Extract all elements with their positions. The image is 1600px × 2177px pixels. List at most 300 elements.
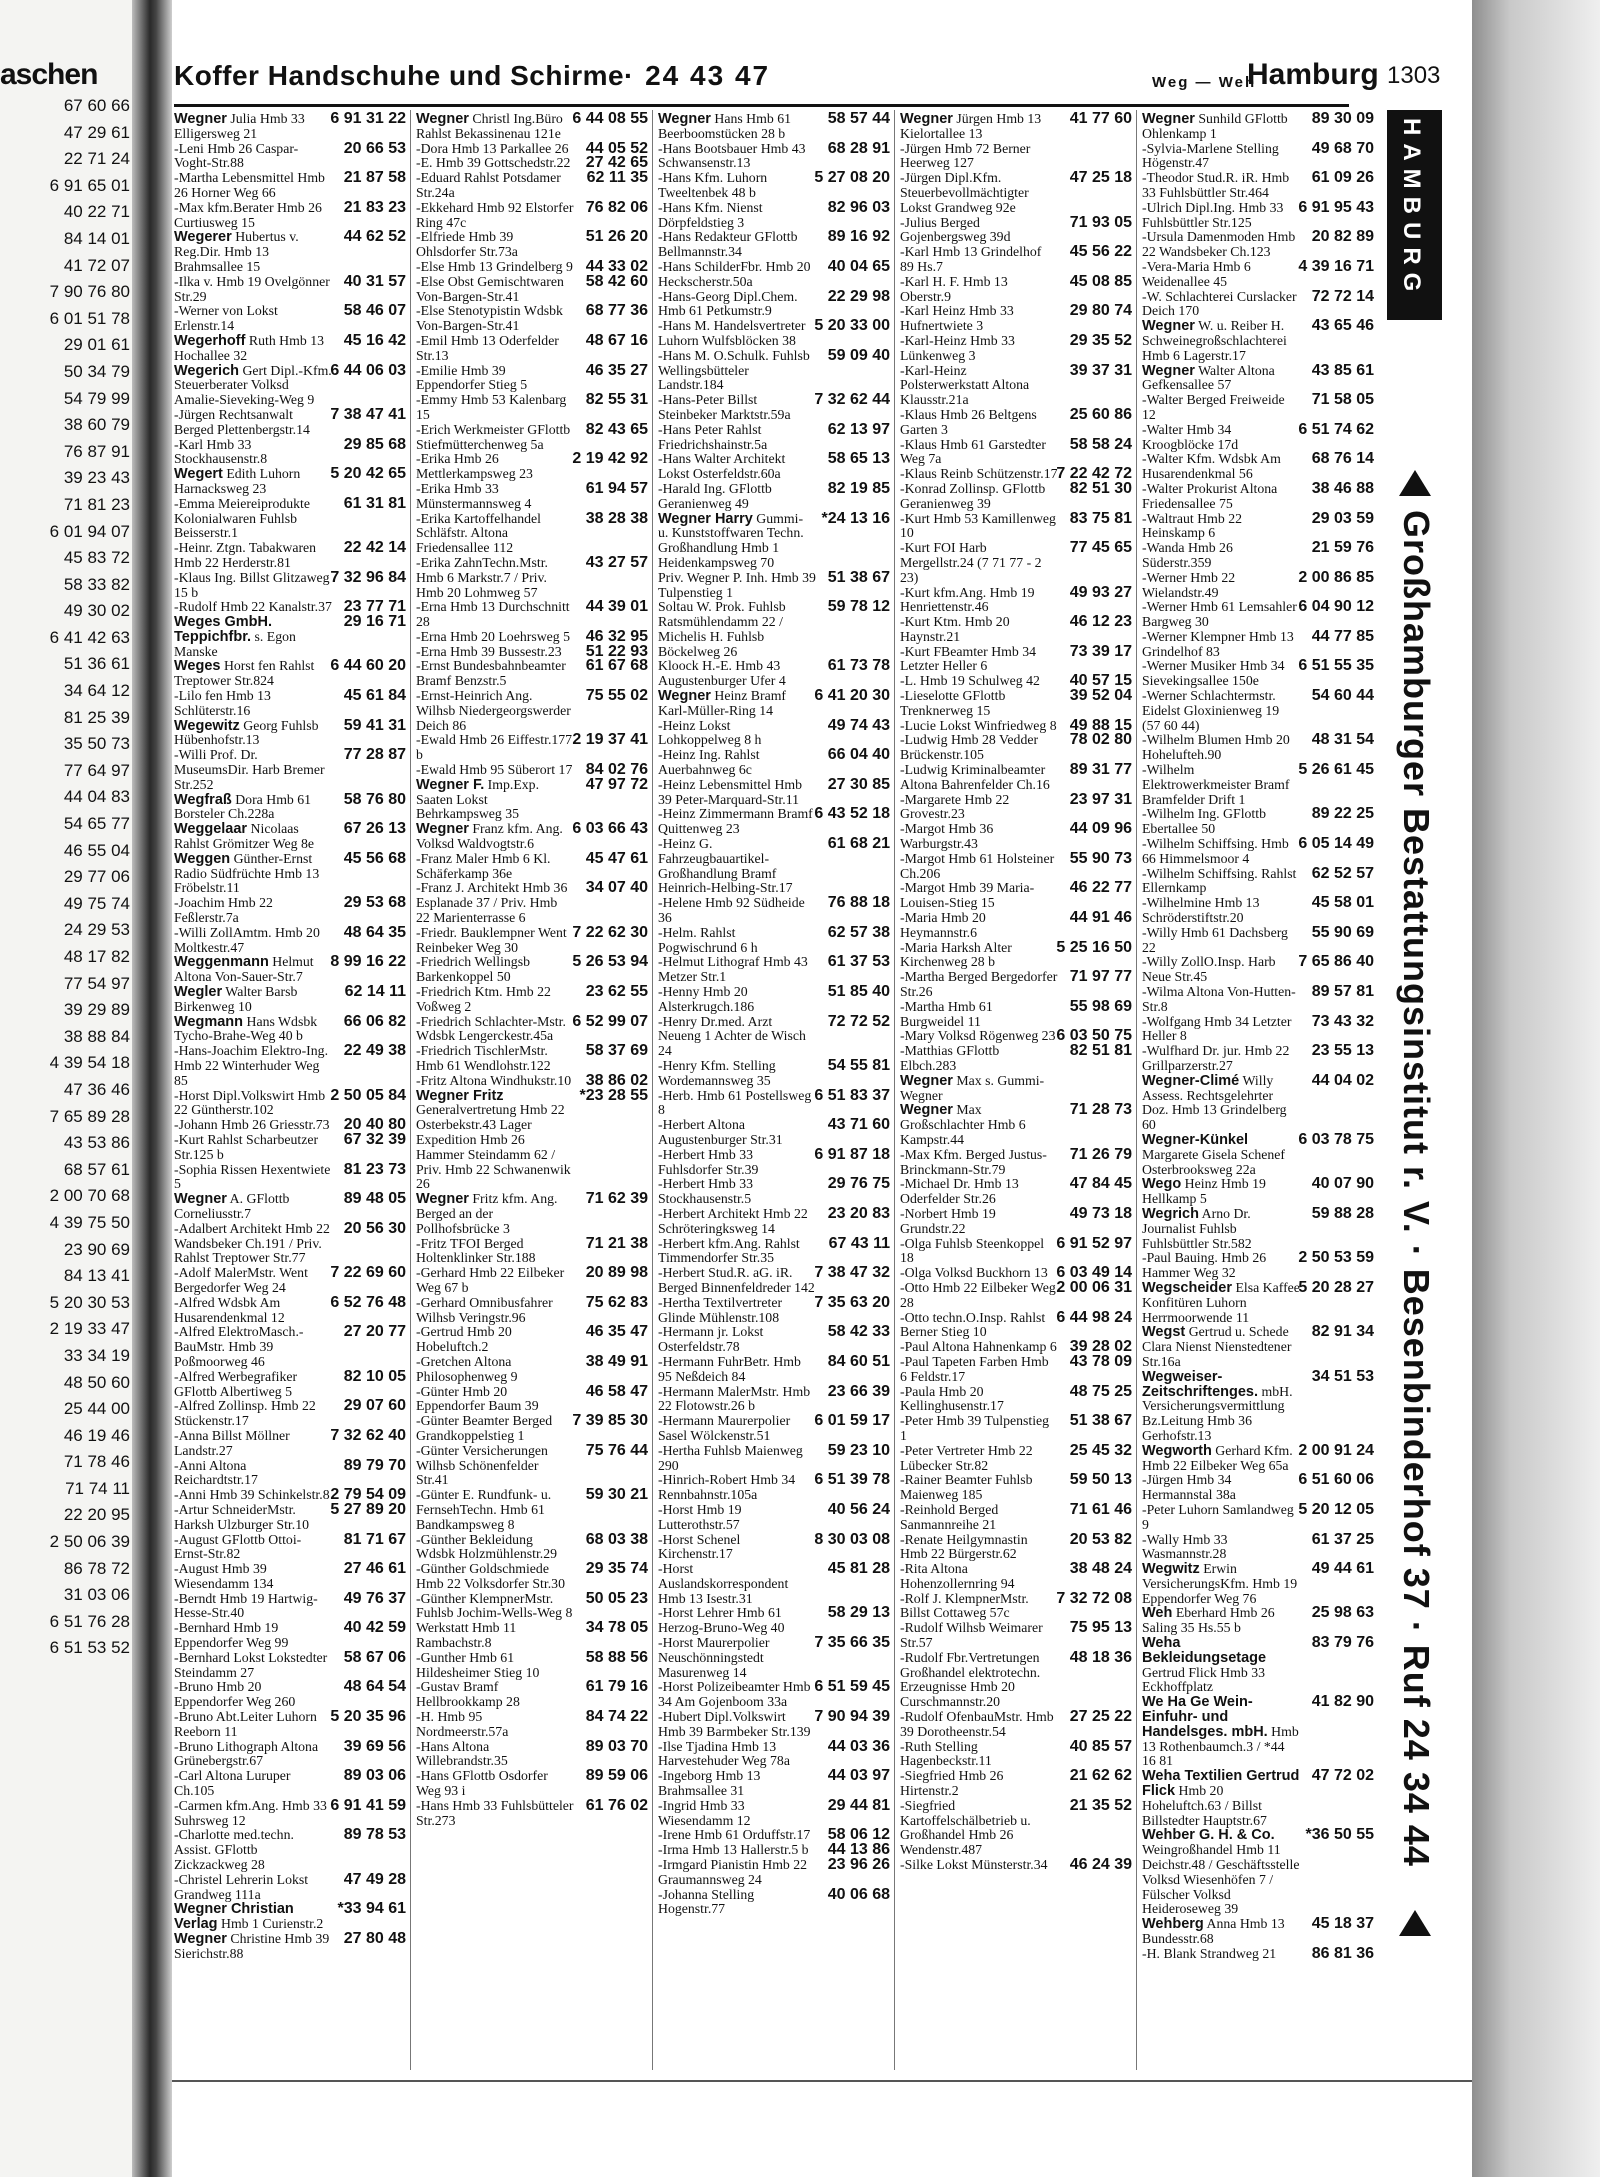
entry-surname: Wegst: [1142, 1324, 1186, 1341]
entry-details: -Siegfried Hmb 26 Hirtenstr.2: [900, 1768, 1004, 1799]
directory-entry: [658, 1500, 890, 1533]
directory-entry: [416, 849, 648, 882]
directory-entry: [174, 405, 406, 438]
directory-entry: [900, 1621, 1132, 1651]
entry-details: Nicolaas Rahlst Grömitzer Weg 8e: [174, 821, 315, 852]
entry-details: -Johanna Stelling Hogenstr.77: [658, 1886, 755, 1917]
entry-phone-number: 34 78 05: [585, 1619, 648, 1637]
entry-details: -Helene Hmb 92 Südheide 36: [658, 895, 805, 926]
directory-entry: [658, 1204, 890, 1237]
entry-phone-number: 6 03 78 75: [1298, 1130, 1374, 1148]
entry-details: -Hans M. O.Schulk. Fuhlsb Wellingsbütteler Landstr.184: [658, 347, 810, 393]
entry-details: -Gertrud Hmb 20 Hobeluftch.2: [416, 1324, 512, 1355]
previous-page-number: 6 91 65 01: [49, 175, 130, 195]
entry-phone-number: 34 07 40: [585, 879, 648, 897]
entry-phone-number: 61 31 81: [343, 494, 406, 512]
entry-details: Eberhard Hmb 26 Saling 35 Hs.55 b: [1142, 1605, 1275, 1636]
directory-entry: [900, 331, 1132, 364]
entry-surname: Wegewitz: [174, 717, 240, 734]
entry-details: -Günter Hmb 20 Eppendorfer Baum 39: [416, 1383, 539, 1414]
entry-phone-number: 7 32 96 84: [330, 568, 406, 586]
directory-entry: [416, 1266, 648, 1296]
entry-phone-number: 27 42 65: [585, 154, 648, 172]
entry-phone-number: 71 28 73: [1069, 1101, 1132, 1119]
directory-entry: [416, 600, 648, 630]
entry-details: Edith Luhorn Harnacksweg 23: [174, 466, 301, 496]
entry-phone-number: 47 97 72: [585, 775, 648, 793]
directory-entry: [174, 1293, 406, 1326]
entry-details: -Leni Hmb 26 Caspar-Voght-Str.88: [174, 140, 299, 171]
entry-details: Willy Assess. Rechtsgelehrter Doz. Hmb 13 Grindelberg 60: [1142, 1072, 1287, 1133]
entry-phone-number: 71 93 05: [1069, 213, 1132, 231]
previous-page-number: 6 51 53 52: [49, 1638, 130, 1658]
entry-phone-number: 67 26 13: [343, 820, 406, 838]
directory-entry: [658, 420, 890, 453]
entry-details: -Rolf J. KlempnerMstr. Billst Cottaweg 57c: [900, 1590, 1029, 1621]
entry-details: Margarete Gisela Schenef Osterbrooksweg 22a: [1142, 1146, 1286, 1177]
directory-column-3: [658, 112, 890, 1917]
entry-details: -Kurt FOI Harb Mergellstr.24 (7 71 77 - 2 23): [900, 540, 1042, 585]
entry-phone-number: 6 43 52 18: [814, 805, 890, 823]
entry-phone-number: 48 75 25: [1069, 1382, 1132, 1400]
entry-phone-number: 61 67 68: [585, 657, 648, 675]
directory-entry: [900, 1074, 1132, 1104]
entry-details: mbH. Versicherungsvermittlung Bz.Leitung Hmb 36 Gerhofstr.13: [1142, 1383, 1293, 1443]
previous-page-number: 41 72 07: [63, 255, 130, 275]
entry-details: Gertrud u. Schede Clara Nienst Nienstedtener Str.16a: [1142, 1324, 1292, 1369]
directory-entry: [900, 1562, 1132, 1592]
entry-details: -Emmy Hmb 53 Kalenbarg 15: [416, 392, 567, 422]
entry-phone-number: 47 72 02: [1311, 1767, 1374, 1785]
entry-phone-number: 59 78 12: [827, 598, 890, 616]
entry-phone-number: 71 26 79: [1069, 1145, 1132, 1163]
entry-phone-number: 61 37 25: [1311, 1530, 1374, 1548]
entry-details: -Ilse Tjadina Hmb 13 Harvestehuder Weg 78a: [658, 1738, 790, 1769]
previous-page-number: 50 34 79: [63, 361, 130, 381]
directory-entry: [658, 1234, 890, 1267]
entry-details: -Hans Redakteur GFlottb Bellmannstr.34: [658, 229, 798, 260]
directory-entry: [174, 541, 406, 571]
entry-phone-number: 27 20 77: [343, 1323, 406, 1341]
directory-entry: [1142, 257, 1374, 290]
directory-entry: [658, 1118, 890, 1148]
directory-entry: [174, 198, 406, 231]
directory-entry: [658, 1680, 890, 1710]
directory-entry: [658, 393, 890, 423]
directory-entry: [658, 257, 890, 290]
entry-details: -Walter Kfm. Wdsbk Am Husarendenkmal 56: [1142, 451, 1281, 482]
directory-entry: [900, 1473, 1132, 1503]
entry-phone-number: 38 46 88: [1311, 479, 1374, 497]
directory-entry: [900, 1044, 1132, 1074]
entry-details: -Paul Bauing. Hmb 26 Hammer Weg 32: [1142, 1250, 1267, 1281]
entry-details: -Alfred Wdsbk Am Husarendenkmal 12: [174, 1294, 285, 1325]
entry-surname: Wegner: [416, 111, 469, 127]
entry-details: -Else Stenotypistin Wdsbk Von-Bargen-Str.41: [416, 303, 563, 334]
entry-phone-number: 77 45 65: [1069, 539, 1132, 557]
directory-entry: [658, 1636, 890, 1680]
entry-details: Georg Fuhlsb Hübenhofstr.13: [174, 717, 319, 748]
entry-details: -Willi ZollAmtm. Hmb 20 Moltkestr.47: [174, 924, 320, 955]
previous-page-number: 58 33 82: [63, 574, 130, 594]
directory-entry: [174, 748, 406, 792]
directory-entry: [416, 955, 648, 985]
entry-details: Gertrud Flick Hmb 33 Eckhoffplatz: [1142, 1664, 1266, 1695]
directory-entry: [174, 1399, 406, 1429]
previous-page-number: 86 78 72: [63, 1558, 130, 1578]
directory-entry: [658, 568, 890, 601]
entry-phone-number: 48 67 16: [585, 331, 648, 349]
entry-details: Christl Ing.Büro Rahlst Bekassinenau 121e: [416, 111, 563, 141]
entry-phone-number: 89 03 70: [585, 1737, 648, 1755]
entry-phone-number: 45 47 61: [585, 849, 648, 867]
entry-phone-number: 59 09 40: [827, 346, 890, 364]
entry-details: -Wilhelm Schiffsing. Hmb 66 Himmelsmoor 4: [1142, 836, 1289, 866]
header-phone: · 24 43 47: [624, 60, 771, 91]
entry-surname: Wegwitz: [1142, 1561, 1200, 1578]
directory-entry: [174, 361, 406, 408]
entry-details: Heinz Bramf Karl-Müller-Ring 14: [658, 688, 787, 718]
entry-phone-number: 48 18 36: [1069, 1648, 1132, 1666]
entry-phone-number: 45 56 68: [343, 849, 406, 867]
entry-phone-number: 25 60 86: [1069, 405, 1132, 423]
entry-phone-number: 25 45 32: [1069, 1441, 1132, 1459]
entry-phone-number: 44 05 52: [585, 139, 648, 157]
entry-details: Erwin VersicherungsKfm. Hmb 19 Eppendorfer Weg 76: [1142, 1561, 1298, 1606]
entry-phone-number: 62 14 11: [344, 983, 406, 1001]
directory-entry: [900, 583, 1132, 616]
entry-details: -Max kfm.Berater Hmb 26 Curtiusweg 15: [174, 199, 322, 230]
entry-phone-number: 29 35 74: [585, 1560, 648, 1578]
entry-details: -Werner Musiker Hmb 34 Sievekingsallee 150e: [1142, 658, 1285, 689]
entry-phone-number: *23 28 55: [579, 1086, 648, 1104]
entry-details: Horst fen Rahlst Treptower Str.824: [174, 658, 315, 689]
directory-entry: [1142, 361, 1374, 394]
directory-entry: [1142, 1944, 1374, 1962]
directory-entry: [900, 911, 1132, 941]
entry-details: -Günther Goldschmiede Hmb 22 Volksdorfer Str.30: [416, 1561, 565, 1591]
entry-details: -Klaus Reinb Schützenstr.17: [900, 466, 1058, 482]
directory-entry: [900, 1352, 1132, 1385]
previous-page-number: 23 90 69: [63, 1239, 130, 1259]
previous-page-number: 46 19 46: [63, 1425, 130, 1445]
entry-details: -Emil Hmb 13 Oderfelder Str.13: [416, 332, 559, 363]
entry-phone-number: 58 88 56: [585, 1648, 648, 1666]
header-rule: [174, 104, 1349, 107]
entry-phone-number: 39 52 04: [1069, 687, 1132, 705]
entry-phone-number: 44 13 86: [827, 1841, 890, 1859]
entry-phone-number: 20 40 80: [343, 1116, 406, 1134]
entry-phone-number: 40 04 65: [827, 257, 890, 275]
entry-details: -Ilka v. Hmb 19 Ovelgönner Str.29: [174, 273, 330, 304]
directory-entry: [658, 1266, 890, 1296]
directory-entry: [1142, 1441, 1374, 1474]
entry-details: -Theodor Stud.R. iR. Hmb 33 Fuhlsbüttler Str.464: [1142, 170, 1290, 200]
entry-details: -Margarete Hmb 22 Grovestr.23: [900, 791, 1010, 822]
entry-surname: We Ha Ge Wein-Einfuhr- und Handelsges. mbH.: [1142, 1694, 1268, 1740]
directory-entry: [658, 139, 890, 172]
entry-details: -Siegfried Kartoffelschälbetrieb u. Großhandel Hmb 26 Wendenstr.487: [900, 1797, 1031, 1858]
directory-entry: [416, 1192, 648, 1236]
directory-entry: [900, 213, 1132, 246]
entry-phone-number: 6 51 39 78: [814, 1471, 890, 1489]
directory-entry: [174, 1500, 406, 1533]
entry-details: Gerhard Kfm. Hmb 22 Eilbeker Weg 65a: [1142, 1442, 1293, 1473]
directory-entry: [900, 1278, 1132, 1311]
directory-entry: [416, 1737, 648, 1770]
directory-entry: [174, 272, 406, 305]
entry-details: -Margot Hmb 36 Warburgstr.43: [900, 821, 994, 852]
directory-entry: [900, 405, 1132, 438]
directory-entry: [174, 923, 406, 956]
entry-details: -Ewald Hmb 26 Eiffestr.177 b: [416, 732, 573, 763]
directory-entry: [174, 1192, 406, 1222]
entry-details: -L. Hmb 19 Schulweg 42: [900, 673, 1040, 689]
entry-phone-number: 71 58 05: [1311, 391, 1374, 409]
previous-page-number: 47 36 46: [63, 1079, 130, 1099]
directory-entry: [1142, 763, 1374, 807]
previous-page-number: 6 41 42 63: [49, 627, 130, 647]
directory-entry: [174, 1325, 406, 1369]
entry-phone-number: 51 38 67: [827, 568, 890, 586]
entry-details: -Herb. Hmb 61 Postellsweg 8: [658, 1087, 812, 1118]
entry-details: -Vera-Maria Hmb 6 Weidenallee 45: [1142, 258, 1251, 289]
entry-phone-number: 40 57 15: [1069, 672, 1132, 690]
entry-details: -Herbert Stud.R. aG. iR. Berged Binnenfeldreder 142: [658, 1265, 815, 1295]
entry-phone-number: 39 37 31: [1069, 361, 1132, 379]
column-divider: [894, 110, 895, 2070]
directory-entry: [174, 171, 406, 201]
entry-details: -Gerhard Hmb 22 Eilbeker Weg 67 b: [416, 1265, 565, 1295]
previous-page-numbers: [0, 96, 130, 1665]
entry-details: -Erna Hmb 13 Durchschnitt 28: [416, 599, 570, 630]
entry-details: -E. Hmb 39 Gottschedstr.22: [416, 155, 571, 171]
entry-surname: Wegner: [174, 1191, 227, 1208]
directory-entry: [416, 553, 648, 600]
directory-entry: [416, 1441, 648, 1488]
directory-entry: [416, 361, 648, 394]
directory-entry: [416, 1710, 648, 1740]
directory-entry: [416, 659, 648, 689]
previous-page-number: 6 51 76 28: [49, 1611, 130, 1631]
directory-entry: [900, 245, 1132, 275]
entry-details: -Walter Berged Freiweide 12: [1142, 392, 1285, 422]
entry-phone-number: 68 77 36: [585, 302, 648, 320]
entry-details: -Hans-Joachim Elektro-Ing. Hmb 22 Winterhuder Weg 85: [174, 1043, 329, 1088]
previous-page-number: 51 36 61: [63, 654, 130, 674]
directory-entry: [1142, 420, 1374, 453]
entry-details: -Wilhelm Ing. GFlottb Ebertallee 50: [1142, 806, 1266, 837]
entry-phone-number: 43 85 61: [1311, 361, 1374, 379]
entry-details: -Friedrich Schlachter-Mstr. Wdsbk Lengerckestr.45a: [416, 1013, 566, 1044]
previous-page-number: 29 77 06: [63, 867, 130, 887]
entry-phone-number: 7 38 47 32: [814, 1264, 890, 1282]
entry-phone-number: 49 44 61: [1311, 1560, 1374, 1578]
entry-phone-number: 29 03 59: [1311, 509, 1374, 527]
entry-phone-number: 2 79 54 09: [330, 1486, 406, 1504]
entry-details: -Wilma Altona Von-Hutten-Str.8: [1142, 984, 1296, 1014]
directory-entry: [1142, 230, 1374, 260]
entry-phone-number: 7 22 42 72: [1056, 465, 1132, 483]
entry-details: -Herbert kfm.Ang. Rahlst Timmendorfer Str.35: [658, 1235, 800, 1266]
entry-details: -Hertha Fuhlsb Maienweg 290: [658, 1442, 803, 1473]
previous-page-number: 49 30 02: [63, 601, 130, 621]
entry-phone-number: 54 55 81: [827, 1057, 890, 1074]
directory-entry: [900, 1710, 1132, 1740]
directory-column-5: [1142, 112, 1374, 1962]
entry-phone-number: 68 28 91: [827, 139, 890, 157]
entry-surname: Wehber G. H. & Co.: [1142, 1827, 1275, 1844]
entry-details: -Hermann jr. Lokst Osterfeldstr.78: [658, 1324, 764, 1355]
entry-phone-number: 68 03 38: [585, 1530, 648, 1548]
entry-phone-number: 38 49 91: [585, 1352, 648, 1370]
entry-details: -Carl Altona Luruper Ch.105: [174, 1768, 291, 1799]
entry-details: -Margot Hmb 39 Maria-Louisen-Stieg 15: [900, 880, 1035, 911]
entry-phone-number: 58 06 12: [827, 1826, 890, 1844]
entry-details: -Renate Heilgymnastin Hmb 22 Bürgerstr.62: [900, 1531, 1028, 1562]
entry-phone-number: 23 20 83: [827, 1204, 890, 1222]
directory-entry: [174, 1266, 406, 1296]
directory-entry: [416, 272, 648, 305]
entry-phone-number: 54 60 44: [1311, 687, 1374, 705]
directory-entry: [900, 112, 1132, 142]
directory-entry: [174, 1044, 406, 1088]
directory-entry: [174, 822, 406, 852]
entry-phone-number: 61 94 57: [585, 479, 648, 497]
directory-entry: [174, 1737, 406, 1770]
directory-entry: [416, 230, 648, 260]
entry-details: -Carmen kfm.Ang. Hmb 33 Suhrsweg 12: [174, 1797, 327, 1828]
directory-entry: [174, 790, 406, 823]
directory-entry: [900, 938, 1132, 971]
entry-details: -Heinz Ing. Rahlst Auerbahnweg 6c: [658, 747, 760, 778]
directory-entry: [174, 615, 406, 659]
directory-entry: [658, 1737, 890, 1770]
entry-phone-number: 8 30 03 08: [814, 1530, 890, 1548]
entry-phone-number: 89 22 25: [1311, 805, 1374, 823]
entry-details: -Hertha Textilvertreter Glinde Mühlenstr.108: [658, 1294, 783, 1325]
entry-phone-number: 8 99 16 22: [330, 953, 406, 971]
entry-phone-number: 61 73 78: [827, 657, 890, 675]
entry-details: -Irma Hmb 13 Hallerstr.5 b: [658, 1842, 809, 1858]
directory-entry: [658, 1325, 890, 1355]
directory-entry: [416, 171, 648, 201]
directory-entry: [900, 790, 1132, 823]
previous-page-number: 4 39 75 50: [49, 1212, 130, 1232]
entry-details: -Heinz G. Fahrzeugbauartikel-Großhandlung Bramf Heinrich-Helbing-Str.17: [658, 836, 793, 896]
entry-phone-number: 50 05 23: [585, 1589, 648, 1607]
entry-details: -H. Blank Strandweg 21: [1142, 1945, 1277, 1961]
entry-details: Soltau W. Prok. Fuhlsb Ratsmühlendamm 22 / Michelis H. Fuhlsb Böckelweg 26: [658, 599, 786, 659]
entry-details: -Bruno Hmb 20 Eppendorfer Weg 260: [174, 1679, 296, 1710]
directory-entry: [900, 1796, 1132, 1858]
entry-phone-number: 6 03 66 43: [572, 820, 648, 838]
directory-entry: [1142, 171, 1374, 201]
directory-entry: [174, 1621, 406, 1651]
entry-phone-number: 6 41 20 30: [814, 687, 890, 705]
directory-entry: [658, 985, 890, 1015]
entry-details: -Sylvia-Marlene Stelling Högenstr.47: [1142, 140, 1279, 171]
entry-details: -Horst Maurerpolier Neuschönningstedt Masurenweg 14: [658, 1635, 770, 1680]
directory-entry: [900, 1737, 1132, 1770]
directory-entry: [1142, 864, 1374, 897]
directory-entry: [416, 479, 648, 512]
entry-phone-number: 81 23 73: [343, 1160, 406, 1178]
entry-phone-number: 38 28 38: [585, 509, 648, 527]
entry-phone-number: 82 19 85: [827, 479, 890, 497]
entry-details: -Gustav Bramf Hellbrookkamp 28: [416, 1679, 520, 1710]
directory-entry: [174, 1902, 406, 1932]
directory-entry: [900, 272, 1132, 305]
entry-details: -Friedrich TischlerMstr. Hmb 61 Wendlohstr.122: [416, 1043, 551, 1073]
entry-surname: Weges GmbH. Teppichfbr.: [174, 614, 273, 645]
entry-details: -Wulfhard Dr. jur. Hmb 22 Grillparzerstr.27: [1142, 1043, 1290, 1073]
entry-phone-number: 45 58 01: [1311, 894, 1374, 912]
entry-surname: Wegner-Climé: [1142, 1072, 1240, 1089]
directory-entry: [174, 716, 406, 749]
entry-phone-number: 75 62 83: [585, 1293, 648, 1311]
entry-phone-number: 7 35 63 20: [814, 1293, 890, 1311]
entry-details: -Karl H. F. Hmb 13 Oberstr.9: [900, 273, 1008, 304]
previous-page-number: 35 50 73: [63, 734, 130, 754]
directory-entry: [1142, 600, 1374, 630]
entry-details: -Hans M. Handelsvertreter Luhorn Wulfsblöcken 38: [658, 318, 806, 348]
directory-entry: [1142, 1071, 1374, 1133]
entry-details: -Margot Hmb 61 Holsteiner Ch.206: [900, 850, 1055, 881]
entry-details: -Karl Hmb 33 Stockhausenstr.8: [174, 436, 268, 467]
entry-details: -Jürgen Hmb 72 Berner Heerweg 127: [900, 140, 1031, 171]
directory-entry: [1142, 1473, 1374, 1503]
entry-details: -Fritz Altona Windhukstr.10: [416, 1072, 572, 1088]
entry-details: -Waltraut Hmb 22 Heinskamp 6: [1142, 510, 1243, 541]
entry-phone-number: 29 44 81: [827, 1796, 890, 1814]
entry-phone-number: 44 03 36: [827, 1737, 890, 1755]
entry-phone-number: 29 35 52: [1069, 331, 1132, 349]
entry-details: Dora Hmb 61 Borsteler Ch.228a: [174, 791, 312, 822]
entry-phone-number: 29 53 68: [343, 894, 406, 912]
entry-phone-number: 45 61 84: [343, 687, 406, 705]
entry-phone-number: 62 11 35: [586, 169, 648, 187]
directory-entry: [416, 1234, 648, 1267]
entry-details: -Willy ZollO.Insp. Harb Neue Str.45: [1142, 954, 1276, 985]
entry-phone-number: 71 61 46: [1069, 1500, 1132, 1518]
column-divider: [1136, 110, 1137, 2070]
entry-phone-number: 72 72 14: [1311, 287, 1374, 305]
entry-details: -Jürgen Rechtsanwalt Berged Plettenbergstr.14: [174, 406, 310, 437]
entry-phone-number: 89 59 06: [585, 1767, 648, 1785]
entry-phone-number: 75 76 44: [585, 1441, 648, 1459]
entry-surname: Weha Textilien Gertrud Flick: [1142, 1768, 1300, 1800]
entry-phone-number: 81 71 67: [343, 1530, 406, 1548]
entry-details: -Kurt kfm.Ang. Hmb 19 Henriettenstr.46: [900, 584, 1035, 615]
entry-phone-number: 59 30 21: [585, 1486, 648, 1504]
entry-phone-number: 73 43 32: [1311, 1012, 1374, 1030]
directory-entry: [1142, 689, 1374, 733]
entry-phone-number: 58 46 07: [343, 302, 406, 320]
entry-phone-number: 89 57 81: [1311, 983, 1374, 1001]
entry-details: -Günter Versicherungen Wilhsb Schönenfelder Str.41: [416, 1442, 548, 1488]
directory-entry: [174, 1426, 406, 1459]
entry-details: -Max Kfm. Berged Justus-Brinckmann-Str.79: [900, 1146, 1047, 1177]
directory-entry: [416, 1012, 648, 1045]
directory-entry: [900, 1234, 1132, 1267]
directory-column-2: [416, 112, 648, 1828]
entry-phone-number: 2 00 91 24: [1298, 1441, 1374, 1459]
entry-details: -Erika Hmb 26 Mettlerkampsweg 23: [416, 451, 533, 482]
entry-details: -Wilhelm Schiffsing. Rahlst Ellernkamp: [1142, 865, 1297, 896]
directory-entry: [1142, 541, 1374, 571]
book-gutter: [132, 0, 172, 2177]
